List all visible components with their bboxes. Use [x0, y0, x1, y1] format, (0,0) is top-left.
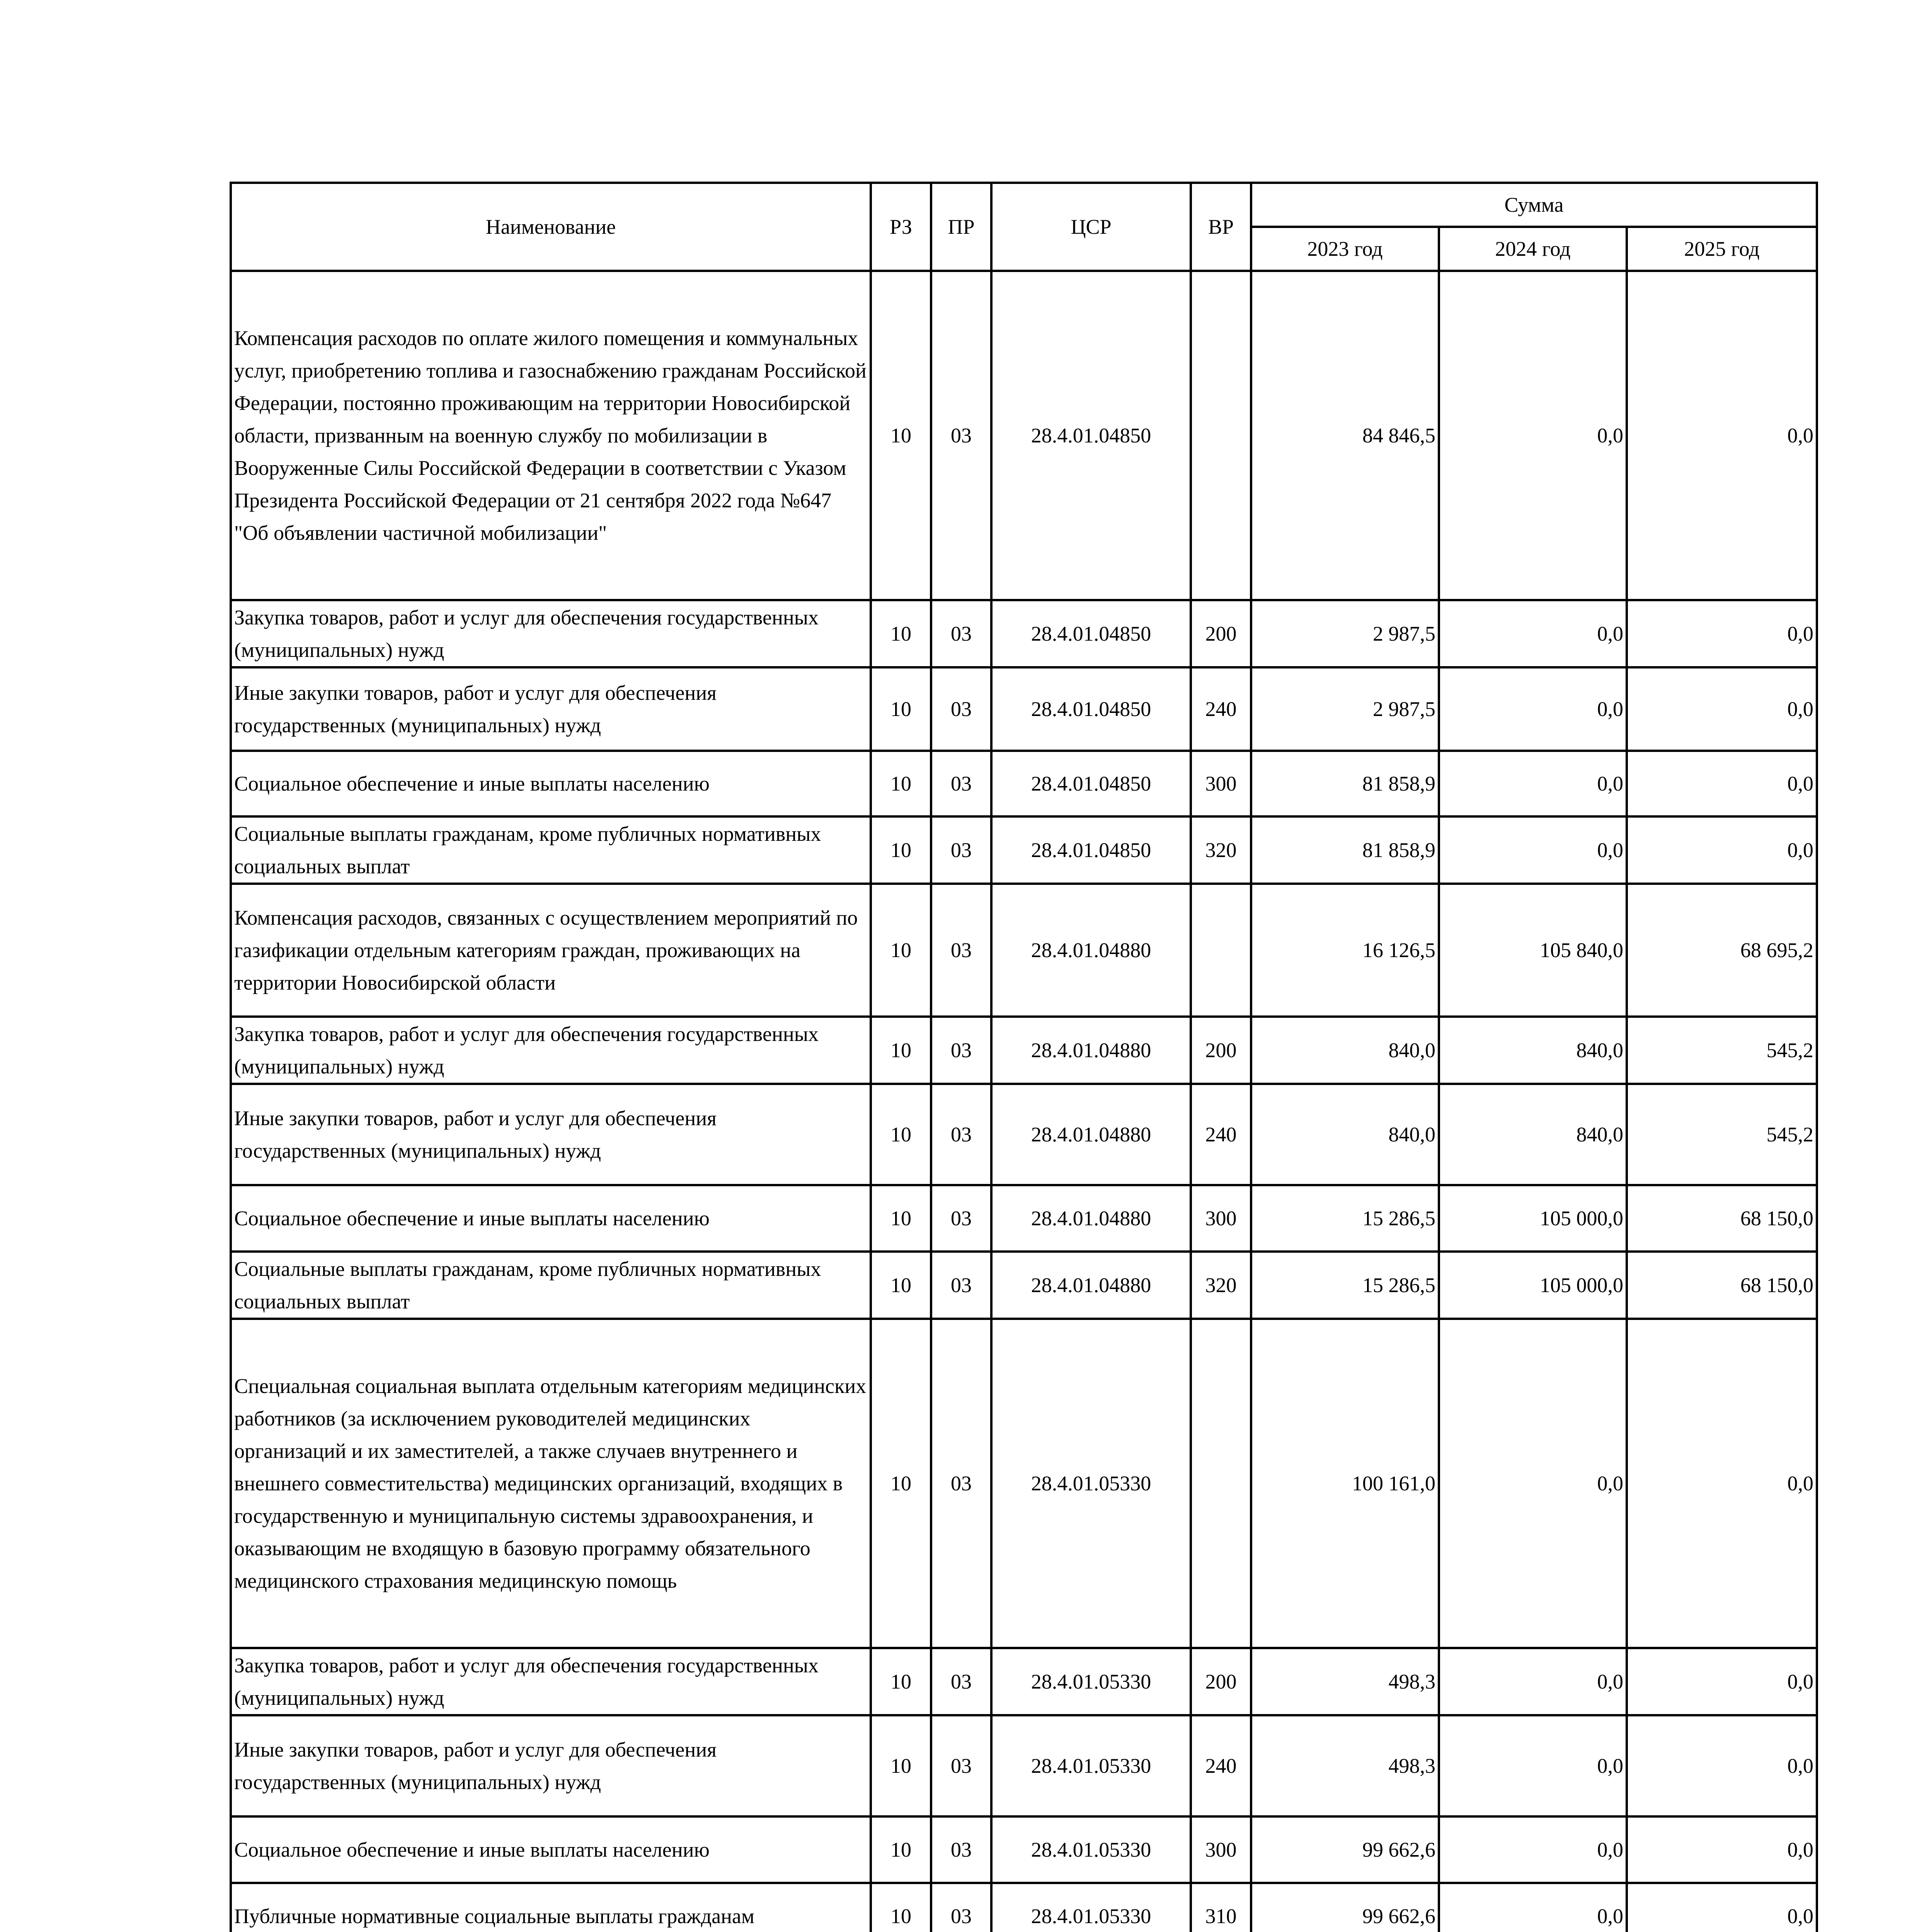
row-name: Иные закупки товаров, работ и услуг для обеспечения государственных (муниципальных) нужд: [231, 1715, 871, 1816]
row-sum-2025: 545,2: [1627, 1017, 1817, 1084]
header-2025: 2025 год: [1627, 227, 1817, 271]
row-vr: 200: [1191, 1648, 1251, 1715]
row-csr: 28.4.01.05330: [991, 1883, 1191, 1932]
table-row: [231, 1185, 1817, 1252]
row-name: Социальные выплаты гражданам, кроме публичных нормативных социальных выплат: [231, 1252, 871, 1319]
row-sum-2023: 15 286,5: [1251, 1185, 1439, 1252]
row-rz: 10: [871, 1816, 931, 1883]
row-csr: 28.4.01.04850: [991, 271, 1191, 600]
row-pr: 03: [931, 816, 991, 884]
table-row: [231, 1319, 1817, 1648]
row-rz: 10: [871, 1319, 931, 1648]
header-2024: 2024 год: [1439, 227, 1627, 271]
row-rz: 10: [871, 1883, 931, 1932]
row-rz: 10: [871, 1252, 931, 1319]
row-name: Закупка товаров, работ и услуг для обеспечения государственных (муниципальных) нужд: [231, 600, 871, 667]
table-body: [231, 271, 1817, 1932]
row-csr: 28.4.01.05330: [991, 1715, 1191, 1816]
row-name: Закупка товаров, работ и услуг для обеспечения государственных (муниципальных) нужд: [231, 1017, 871, 1084]
row-pr: 03: [931, 1252, 991, 1319]
row-rz: 10: [871, 1185, 931, 1252]
row-rz: 10: [871, 667, 931, 751]
row-name: Компенсация расходов по оплате жилого помещения и коммунальных услуг, приобретению топлива и газоснабжению гражданам Российской Федерации, постоянно проживающим на территории Новосибирской области, призванным на военную службу по мобилизации в Вооруженные Силы Российской Федерации в соответствии с Указом Президента Российской Федерации от 21 сентября 2022 года №647 "Об объявлении частичной мобилизации": [231, 271, 871, 600]
row-sum-2023: 81 858,9: [1251, 751, 1439, 816]
row-rz: 10: [871, 751, 931, 816]
row-sum-2023: 2 987,5: [1251, 667, 1439, 751]
row-csr: 28.4.01.04850: [991, 667, 1191, 751]
row-csr: 28.4.01.04880: [991, 884, 1191, 1017]
header-rz: РЗ: [871, 183, 931, 271]
table-row: [231, 1084, 1817, 1185]
row-rz: 10: [871, 600, 931, 667]
row-sum-2025: 0,0: [1627, 1715, 1817, 1816]
row-sum-2023: 840,0: [1251, 1084, 1439, 1185]
row-csr: 28.4.01.05330: [991, 1648, 1191, 1715]
header-2023: 2023 год: [1251, 227, 1439, 271]
row-vr: 240: [1191, 1715, 1251, 1816]
row-rz: 10: [871, 271, 931, 600]
row-sum-2025: 0,0: [1627, 1648, 1817, 1715]
row-sum-2024: 0,0: [1439, 667, 1627, 751]
row-pr: 03: [931, 600, 991, 667]
row-sum-2024: 0,0: [1439, 1648, 1627, 1715]
row-name: Специальная социальная выплата отдельным категориям медицинских работников (за исключением руководителей медицинских организаций и их заместителей, а также случаев внутреннего и внешнего совместительства) медицинских организаций, входящих в государственную и муниципальную системы здравоохранения, и оказывающим не входящую в базовую программу обязательного медицинского страхования медицинскую помощь: [231, 1319, 871, 1648]
table-row: [231, 600, 1817, 667]
row-sum-2025: 0,0: [1627, 1816, 1817, 1883]
row-vr: 240: [1191, 1084, 1251, 1185]
table-row: [231, 667, 1817, 751]
row-pr: 03: [931, 1883, 991, 1932]
row-sum-2024: 0,0: [1439, 816, 1627, 884]
row-name: Публичные нормативные социальные выплаты гражданам: [231, 1883, 871, 1932]
row-sum-2024: 840,0: [1439, 1017, 1627, 1084]
row-csr: 28.4.01.04880: [991, 1084, 1191, 1185]
row-sum-2023: 2 987,5: [1251, 600, 1439, 667]
row-sum-2024: 0,0: [1439, 271, 1627, 600]
row-vr: 300: [1191, 751, 1251, 816]
table-row: [231, 816, 1817, 884]
row-rz: 10: [871, 816, 931, 884]
row-sum-2023: 15 286,5: [1251, 1252, 1439, 1319]
row-sum-2025: 68 695,2: [1627, 884, 1817, 1017]
row-sum-2024: 0,0: [1439, 600, 1627, 667]
row-sum-2025: 0,0: [1627, 751, 1817, 816]
header-pr: ПР: [931, 183, 991, 271]
row-sum-2025: 0,0: [1627, 600, 1817, 667]
row-pr: 03: [931, 1816, 991, 1883]
row-sum-2024: 0,0: [1439, 1883, 1627, 1932]
row-name: Социальное обеспечение и иные выплаты населению: [231, 751, 871, 816]
row-vr: [1191, 1319, 1251, 1648]
row-csr: 28.4.01.04850: [991, 816, 1191, 884]
row-csr: 28.4.01.04850: [991, 751, 1191, 816]
row-name: Иные закупки товаров, работ и услуг для обеспечения государственных (муниципальных) нужд: [231, 1084, 871, 1185]
header-name: Наименование: [231, 183, 871, 271]
row-sum-2023: 84 846,5: [1251, 271, 1439, 600]
row-rz: 10: [871, 1648, 931, 1715]
row-vr: 200: [1191, 1017, 1251, 1084]
row-sum-2024: 0,0: [1439, 1319, 1627, 1648]
row-vr: 320: [1191, 1252, 1251, 1319]
row-sum-2025: 0,0: [1627, 1883, 1817, 1932]
row-vr: [1191, 271, 1251, 600]
table-row: [231, 1252, 1817, 1319]
row-pr: 03: [931, 751, 991, 816]
row-rz: 10: [871, 884, 931, 1017]
row-name: Социальное обеспечение и иные выплаты населению: [231, 1185, 871, 1252]
row-vr: 300: [1191, 1816, 1251, 1883]
row-name: Социальные выплаты гражданам, кроме публичных нормативных социальных выплат: [231, 816, 871, 884]
row-name: Социальное обеспечение и иные выплаты населению: [231, 1816, 871, 1883]
row-sum-2023: 16 126,5: [1251, 884, 1439, 1017]
header-sum: Сумма: [1251, 183, 1817, 227]
row-pr: 03: [931, 1715, 991, 1816]
row-sum-2023: 498,3: [1251, 1715, 1439, 1816]
row-csr: 28.4.01.04880: [991, 1017, 1191, 1084]
row-csr: 28.4.01.05330: [991, 1816, 1191, 1883]
row-vr: [1191, 884, 1251, 1017]
row-name: Иные закупки товаров, работ и услуг для обеспечения государственных (муниципальных) нужд: [231, 667, 871, 751]
row-sum-2025: 0,0: [1627, 816, 1817, 884]
row-pr: 03: [931, 667, 991, 751]
row-pr: 03: [931, 1319, 991, 1648]
table-row: [231, 1648, 1817, 1715]
table-row: [231, 271, 1817, 600]
row-sum-2025: 68 150,0: [1627, 1252, 1817, 1319]
row-vr: 240: [1191, 667, 1251, 751]
budget-table: [230, 182, 1818, 1932]
row-sum-2023: 100 161,0: [1251, 1319, 1439, 1648]
row-sum-2024: 105 000,0: [1439, 1252, 1627, 1319]
row-sum-2024: 0,0: [1439, 1715, 1627, 1816]
row-sum-2025: 68 150,0: [1627, 1185, 1817, 1252]
row-vr: 310: [1191, 1883, 1251, 1932]
row-csr: 28.4.01.04850: [991, 600, 1191, 667]
row-sum-2024: 0,0: [1439, 751, 1627, 816]
header-csr: ЦСР: [991, 183, 1191, 271]
row-pr: 03: [931, 884, 991, 1017]
row-sum-2023: 498,3: [1251, 1648, 1439, 1715]
row-csr: 28.4.01.04880: [991, 1252, 1191, 1319]
row-sum-2024: 0,0: [1439, 1816, 1627, 1883]
row-rz: 10: [871, 1017, 931, 1084]
table-row: [231, 1715, 1817, 1816]
row-rz: 10: [871, 1084, 931, 1185]
table-row: [231, 884, 1817, 1017]
row-name: Компенсация расходов, связанных с осуществлением мероприятий по газификации отдельным категориям граждан, проживающих на территории Новосибирской области: [231, 884, 871, 1017]
row-sum-2025: 0,0: [1627, 1319, 1817, 1648]
row-sum-2023: 99 662,6: [1251, 1883, 1439, 1932]
row-pr: 03: [931, 271, 991, 600]
row-name: Закупка товаров, работ и услуг для обеспечения государственных (муниципальных) нужд: [231, 1648, 871, 1715]
row-sum-2023: 99 662,6: [1251, 1816, 1439, 1883]
row-sum-2025: 0,0: [1627, 667, 1817, 751]
row-pr: 03: [931, 1648, 991, 1715]
table-row: [231, 1017, 1817, 1084]
row-sum-2024: 105 000,0: [1439, 1185, 1627, 1252]
table-row: [231, 1883, 1817, 1932]
row-sum-2023: 840,0: [1251, 1017, 1439, 1084]
table-row: [231, 1816, 1817, 1883]
row-sum-2023: 81 858,9: [1251, 816, 1439, 884]
row-pr: 03: [931, 1017, 991, 1084]
row-sum-2025: 0,0: [1627, 271, 1817, 600]
row-vr: 320: [1191, 816, 1251, 884]
row-sum-2024: 105 840,0: [1439, 884, 1627, 1017]
row-pr: 03: [931, 1185, 991, 1252]
header-vr: ВР: [1191, 183, 1251, 271]
table-row: [231, 751, 1817, 816]
row-vr: 200: [1191, 600, 1251, 667]
row-csr: 28.4.01.04880: [991, 1185, 1191, 1252]
row-pr: 03: [931, 1084, 991, 1185]
row-rz: 10: [871, 1715, 931, 1816]
row-vr: 300: [1191, 1185, 1251, 1252]
row-sum-2025: 545,2: [1627, 1084, 1817, 1185]
row-sum-2024: 840,0: [1439, 1084, 1627, 1185]
row-csr: 28.4.01.05330: [991, 1319, 1191, 1648]
